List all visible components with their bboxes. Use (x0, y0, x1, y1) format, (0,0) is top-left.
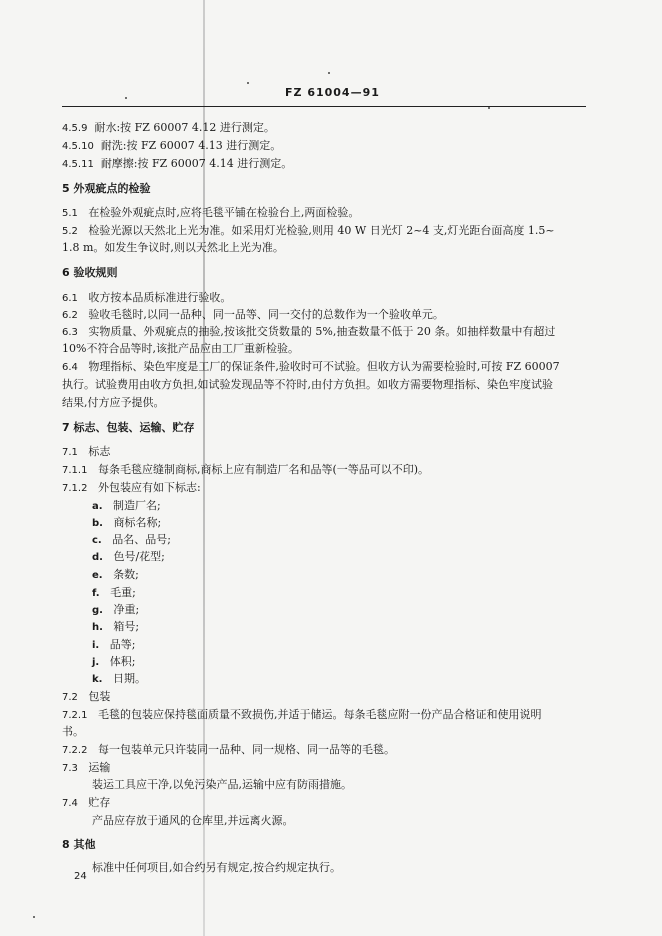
clause-4-5-11: 4.5.11 耐摩擦:按 FZ 60007 4.14 进行测定。 (62, 157, 293, 170)
section-8-title: 8 其他 (62, 838, 96, 851)
scan-speck (488, 107, 490, 109)
clause-4-5-9: 4.5.9 耐水:按 FZ 60007 4.12 进行测定。 (62, 121, 275, 134)
clause-6-4-line-3: 结果,付方应予提供。 (62, 396, 165, 409)
clause-7-1-1: 7.1.1 每条毛毯应缝制商标,商标上应有制造厂名和品等(一等品可以不印)。 (62, 463, 430, 476)
header-rule (62, 106, 586, 107)
clause-7-4-body: 产品应存放于通风的仓库里,并远离火源。 (92, 814, 294, 827)
mark-item: f. 毛重; (92, 586, 136, 599)
mark-item: i. 品等; (92, 638, 136, 651)
mark-item: k. 日期。 (92, 672, 146, 685)
mark-item: e. 条数; (92, 568, 139, 581)
scan-speck (328, 72, 330, 74)
clause-6-4-line-2: 执行。试验费用由收方负担,如试验发现品等不符时,由付方负担。如收方需要物理指标、染色牢度试验 (62, 378, 553, 391)
section-5-title: 5 外观疵点的检验 (62, 182, 151, 195)
standard-code-header: FZ 61004—91 (285, 86, 380, 99)
mark-item: g. 净重; (92, 603, 140, 616)
section-6-title: 6 验收规则 (62, 266, 118, 279)
mark-item: a. 制造厂名; (92, 499, 161, 512)
page-number: 24 (74, 871, 87, 882)
clause-7-2: 7.2 包装 (62, 690, 111, 703)
mark-item: c. 品名、品号; (92, 533, 171, 546)
clause-5-2-line-2: 1.8 m。如发生争议时,则以天然北上光为准。 (62, 241, 284, 254)
clause-7-1: 7.1 标志 (62, 445, 111, 458)
clause-7-1-2: 7.1.2 外包装应有如下标志: (62, 481, 201, 494)
clause-5-2-line-1: 5.2 检验光源以天然北上光为准。如采用灯光检验,则用 40 W 日光灯 2~4 支,灯光距台面高度 1.5~ (62, 224, 555, 237)
clause-7-2-2: 7.2.2 每一包装单元只许装同一品种、同一规格、同一品等的毛毯。 (62, 743, 395, 756)
clause-6-3-line-2: 10%不符合品等时,该批产品应由工厂重新检验。 (62, 342, 299, 355)
clause-6-4-line-1: 6.4 物理指标、染色牢度是工厂的保证条件,验收时可不试验。但收方认为需要检验时,可按 FZ 60007 (62, 360, 560, 373)
clause-6-2: 6.2 验收毛毯时,以同一品种、同一品等、同一交付的总数作为一个验收单元。 (62, 308, 444, 321)
clause-7-3-body: 装运工具应干净,以免污染产品,运输中应有防雨措施。 (92, 778, 352, 791)
scan-speck (125, 97, 127, 99)
mark-item: h. 箱号; (92, 620, 140, 633)
scan-speck (33, 916, 35, 918)
section-8-body: 标准中任何项目,如合约另有规定,按合约规定执行。 (92, 861, 341, 874)
clause-7-3: 7.3 运输 (62, 761, 111, 774)
clause-7-4: 7.4 贮存 (62, 796, 111, 809)
clause-7-2-1-line-2: 书。 (62, 725, 84, 738)
clause-5-1: 5.1 在检验外观疵点时,应将毛毯平铺在检验台上,两面检验。 (62, 206, 360, 219)
scan-speck (247, 82, 249, 84)
mark-item: d. 色号/花型; (92, 550, 165, 563)
clause-4-5-10: 4.5.10 耐洗:按 FZ 60007 4.13 进行测定。 (62, 139, 282, 152)
mark-item: j. 体积; (92, 655, 136, 668)
clause-7-2-1-line-1: 7.2.1 毛毯的包装应保持毯面质量不致损伤,并适于储运。每条毛毯应附一份产品合格证和使用说明 (62, 708, 542, 721)
clause-6-3-line-1: 6.3 实物质量、外观疵点的抽验,按该批交货数量的 5%,抽查数量不低于 20 条。如抽样数量中有超过 (62, 325, 556, 338)
mark-item: b. 商标名称; (92, 516, 162, 529)
section-7-title: 7 标志、包装、运输、贮存 (62, 421, 195, 434)
clause-6-1: 6.1 收方按本品质标准进行验收。 (62, 291, 232, 304)
